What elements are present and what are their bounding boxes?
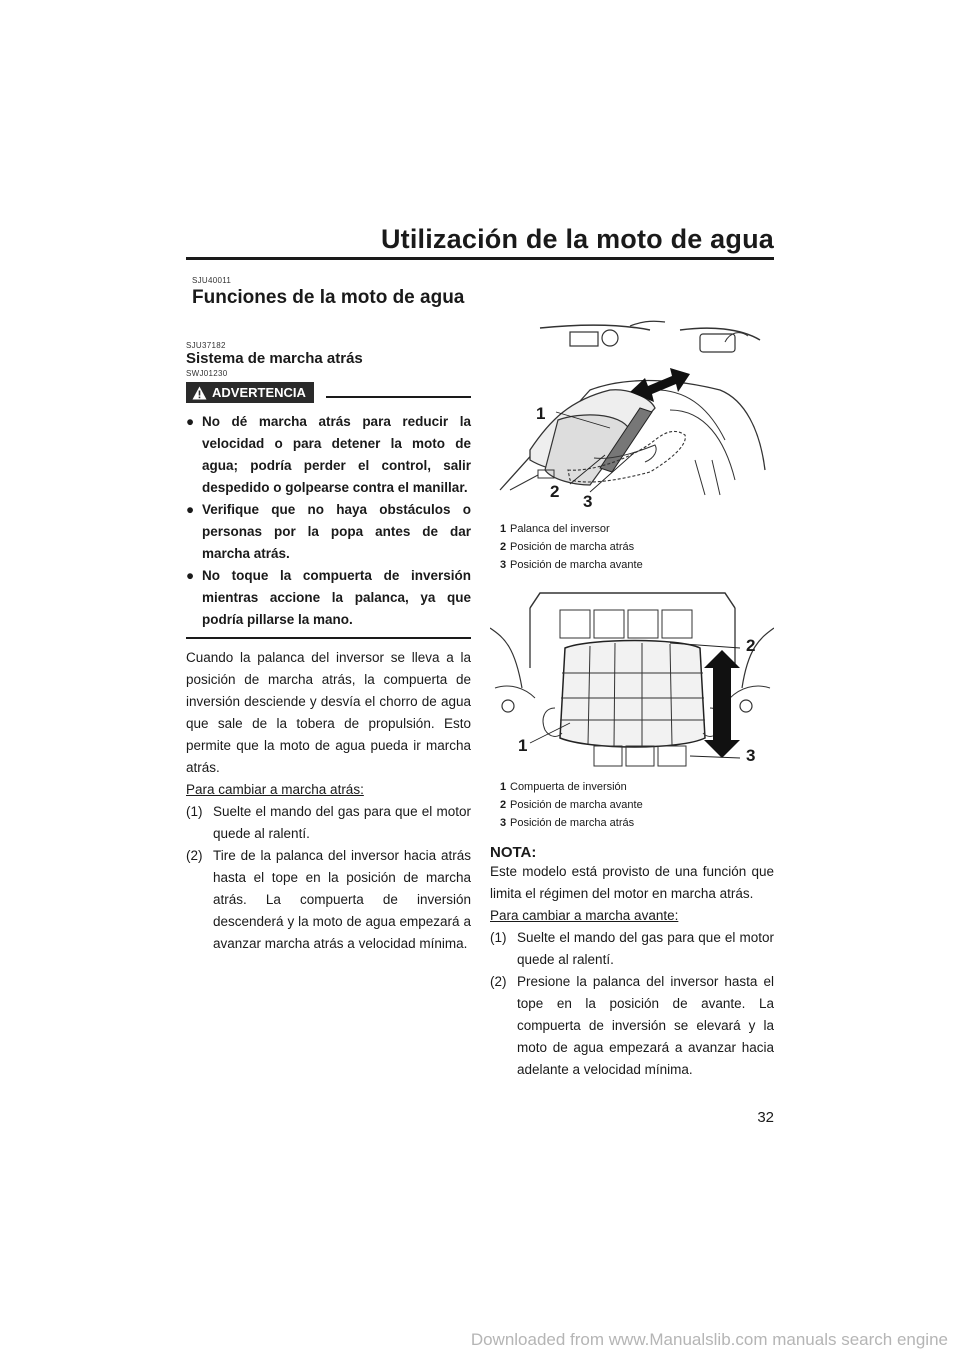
warning-label: ADVERTENCIA [212, 385, 306, 400]
callout-1: 1 [518, 736, 528, 755]
forward-steps [490, 927, 774, 1081]
page-title: Utilización de la moto de agua [380, 224, 774, 254]
nota-title: NOTA: [490, 844, 537, 861]
footer-watermark: Downloaded from www.Manualslib.com manuals search engine [470, 1330, 948, 1349]
nota-text: Este modelo está provisto de una función que limita el régimen del motor en marcha atrás. [490, 864, 774, 901]
legend-item: 3 Posición de marcha atrás [500, 817, 635, 829]
warning-item: ● No dé marcha atrás para reducir la velocidad o para detener la moto de agua; podría perder el control, salir despedido o golpearse contra el manillar. [186, 411, 471, 499]
warning-item: ● Verifique que no haya obstáculos o personas por la popa antes de dar marcha atrás. [186, 499, 471, 565]
section-title: Funciones de la moto de agua [192, 287, 465, 308]
figure-reverse-gate [490, 588, 774, 768]
figure2-legend [500, 778, 774, 832]
bullet-icon: ● [186, 568, 195, 583]
callout-2: 2 [746, 636, 756, 655]
figure1-legend [500, 520, 774, 574]
subsection-title: Sistema de marcha atrás [186, 350, 363, 367]
reverse-gate-illustration [490, 588, 774, 768]
title-rule [186, 257, 774, 260]
bullet-icon: ● [186, 502, 195, 517]
callout-3: 3 [746, 746, 756, 765]
warning-badge [186, 382, 314, 403]
warning-code: SWJ01230 [186, 369, 228, 378]
warning-end-rule [186, 637, 471, 639]
legend-item: 2 Posición de marcha avante [500, 799, 643, 811]
legend-item: 1 Compuerta de inversión [500, 781, 627, 793]
left-column [186, 270, 471, 955]
reverse-heading: Para cambiar a marcha atrás: [186, 782, 364, 797]
forward-heading: Para cambiar a marcha avante: [490, 908, 679, 923]
legend-item: 3 Posición de marcha avante [500, 559, 643, 571]
step-item: (2) Tire de la palanca del inversor hacia atrás hasta el tope en la posición de marcha atrás. La compuerta de inversión descenderá y la moto de agua empezará a avanzar marcha atrás a velocidad mínima. [186, 848, 471, 951]
callout-3: 3 [583, 492, 593, 511]
warning-rule [326, 396, 471, 398]
callout-2: 2 [550, 482, 560, 501]
step-item: (1) Suelte el mando del gas para que el motor quede al ralentí. [186, 804, 471, 841]
step-item: (2) Presione la palanca del inversor hasta el tope en la posición de avante. La compuerta de inversión se elevará y la moto de agua empezará a avanzar hacia adelante a velocidad mínima. [490, 974, 774, 1077]
warning-item: ● No toque la compuerta de inversión mientras accione la palanca, ya que podría pillarse la mano. [186, 565, 471, 631]
legend-item: 2 Posición de marcha atrás [500, 541, 635, 553]
page-number: 32 [757, 1109, 774, 1126]
warning-triangle-icon [192, 386, 207, 400]
right-column [490, 270, 774, 1081]
bullet-icon: ● [186, 414, 195, 429]
subsection-code: SJU37182 [186, 341, 226, 350]
intro-paragraph: Cuando la palanca del inversor se lleva a la posición de marcha atrás, la compuerta de inversión desciende y desvía el chorro de agua que sale de la tobera de propulsión. Esto permite que la moto de agua pueda ir marcha atrás. [186, 650, 471, 775]
section-code: SJU40011 [192, 276, 232, 285]
warning-list [186, 411, 471, 631]
figure-reverse-lever [490, 320, 774, 511]
callout-1: 1 [536, 404, 546, 423]
step-item: (1) Suelte el mando del gas para que el motor quede al ralentí. [490, 930, 774, 967]
legend-item: 1 Palanca del inversor [500, 523, 610, 535]
reverse-steps [186, 801, 471, 955]
warning-header [186, 382, 471, 403]
reverse-lever-illustration [490, 320, 774, 500]
